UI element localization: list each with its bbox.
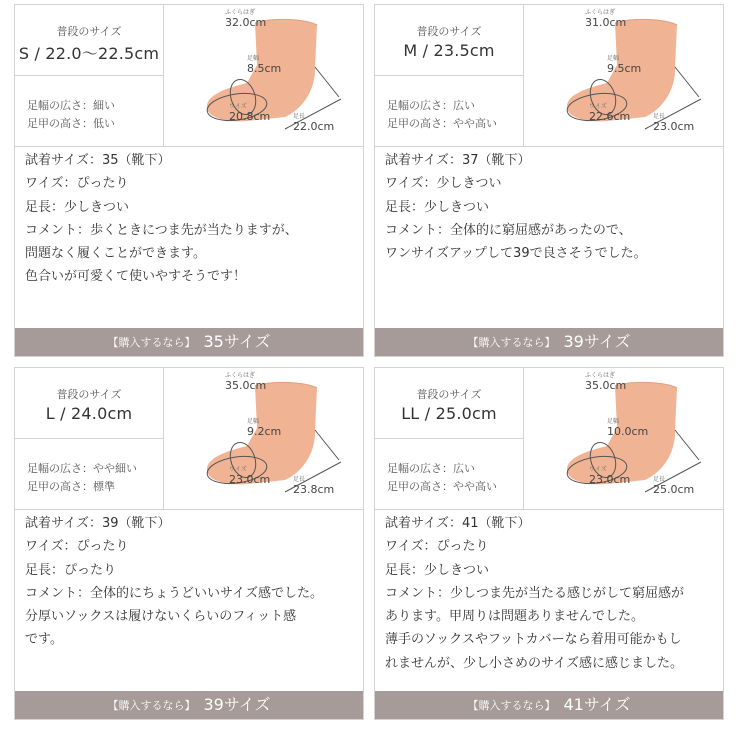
card-header [15, 368, 363, 510]
foot-measurement-diagram [165, 5, 363, 146]
usual-size-caption: 普段のサイズ [416, 388, 482, 401]
review-line: 試着サイズ：35（靴下） [25, 153, 171, 168]
foot-width-feature: 足幅の広さ：広い [387, 99, 475, 112]
review-line: 足長：少しきつい [385, 199, 490, 215]
calf-measure [585, 372, 626, 392]
ankle-measure [607, 418, 648, 438]
calf-measure [225, 372, 266, 392]
foot-features-box [15, 439, 164, 509]
foot-features-box [375, 76, 524, 146]
review-line: 足長：ぴったり [25, 562, 117, 578]
instep-height-feature: 足甲の高さ：標準 [27, 480, 115, 493]
review-line: れませんが、少し小さめのサイズ感に感じました。 [385, 655, 683, 671]
review-line: ワイズ：ぴったり [25, 176, 129, 192]
calf-label: ふくらはぎ [585, 9, 616, 16]
ankle-value: 9.5cm [607, 62, 642, 75]
recommended-size: 41サイズ [563, 695, 631, 714]
size-review-card [374, 367, 724, 720]
length-measure [653, 476, 694, 496]
width-measure [229, 466, 270, 486]
calf-value: 35.0cm [585, 379, 627, 392]
calf-value: 35.0cm [225, 379, 267, 392]
length-label: 足長 [293, 476, 306, 483]
width-label: ワイズ [589, 103, 607, 110]
width-label: ワイズ [229, 466, 247, 473]
calf-measure [585, 9, 626, 29]
ankle-value: 9.2cm [247, 425, 282, 438]
review-line: コメント：少しつま先が当たる感じがして窮屈感が [385, 585, 685, 601]
foot-width-feature: 足幅の広さ：広い [387, 462, 475, 475]
ankle-label: 足幅 [247, 418, 260, 425]
foot-features-box [375, 439, 524, 509]
ankle-measure [607, 55, 641, 75]
review-line: コメント：全体的に窮屈感があったので、 [385, 222, 632, 238]
recommendation-prefix: 【購入するなら】 [107, 336, 196, 349]
review-line: ワイズ：ぴったり [25, 539, 129, 555]
ankle-value: 8.5cm [247, 62, 282, 75]
usual-size-box [375, 5, 524, 76]
usual-size-value: M / 23.5cm [403, 41, 495, 60]
review-line: 試着サイズ：37（靴下） [385, 153, 531, 168]
review-comment [25, 512, 355, 652]
review-line: コメント：歩くときにつま先が当たりますが、 [25, 222, 298, 238]
width-label: ワイズ [229, 103, 247, 110]
card-header [15, 5, 363, 147]
size-review-card [14, 4, 364, 357]
length-label: 足長 [293, 113, 306, 120]
length-value: 25.0cm [653, 483, 695, 496]
ankle-measure [247, 418, 281, 438]
foot-features-box [15, 76, 164, 146]
usual-size-caption: 普段のサイズ [416, 25, 482, 38]
ankle-label: 足幅 [607, 418, 620, 425]
usual-size-caption: 普段のサイズ [56, 388, 122, 401]
recommendation-prefix: 【購入するなら】 [107, 699, 196, 712]
review-line: ワンサイズアップして39で良さそうでした。 [385, 246, 647, 262]
review-line: 色合いが可愛くて使いやすそうです！ [25, 269, 247, 285]
usual-size-value: LL / 25.0cm [401, 404, 497, 423]
usual-size-value: S / 22.0〜22.5cm [18, 44, 160, 63]
width-value: 23.0cm [229, 473, 271, 486]
size-review-card [14, 367, 364, 720]
ankle-value: 10.0cm [607, 425, 649, 438]
usual-size-box [15, 5, 164, 76]
length-measure [653, 113, 694, 133]
review-line: ワイズ：少しきつい [385, 176, 502, 192]
length-value: 23.8cm [293, 483, 335, 496]
usual-size-value: L / 24.0cm [45, 404, 133, 423]
card-header [375, 368, 723, 510]
review-line: あります。甲周りは問題ありませんでした。 [385, 609, 644, 625]
review-line: 問題なく履くことができます。 [25, 246, 206, 262]
review-comment [385, 149, 715, 265]
review-line: 試着サイズ：41（靴下） [385, 516, 531, 531]
width-value: 20.8cm [229, 110, 271, 123]
recommended-size: 35サイズ [203, 332, 271, 351]
calf-label: ふくらはぎ [225, 9, 256, 16]
card-header [375, 5, 723, 147]
recommended-size: 39サイズ [563, 332, 631, 351]
usual-size-caption: 普段のサイズ [56, 25, 122, 38]
foot-width-feature: 足幅の広さ：細い [27, 99, 115, 112]
instep-height-feature: 足甲の高さ：やや高い [387, 117, 497, 130]
width-value: 22.6cm [589, 110, 631, 123]
recommendation-prefix: 【購入するなら】 [467, 699, 556, 712]
review-line: 分厚いソックスは履けないくらいのフィット感 [25, 609, 297, 625]
review-line: コメント：全体的にちょうどいいサイズ感でした。 [25, 585, 323, 601]
review-line: 足長：少しきつい [25, 199, 130, 215]
foot-measurement-diagram [525, 5, 723, 146]
length-label: 足長 [653, 113, 666, 120]
length-value: 23.0cm [653, 120, 695, 133]
instep-height-feature: 足甲の高さ：やや高い [387, 480, 497, 493]
recommendation-prefix: 【購入するなら】 [467, 336, 556, 349]
review-line: 足長：少しきつい [385, 562, 490, 578]
recommended-size-bar [375, 691, 723, 719]
length-value: 22.0cm [293, 120, 335, 133]
recommended-size-bar [15, 691, 363, 719]
width-measure [229, 103, 270, 123]
review-line: 薄手のソックスやフットカバーなら着用可能かもし [385, 632, 682, 648]
usual-size-box [15, 368, 164, 439]
review-line: 試着サイズ：39（靴下） [25, 516, 171, 531]
calf-value: 31.0cm [585, 16, 627, 29]
length-measure [293, 113, 334, 133]
review-comment [385, 512, 715, 675]
ankle-label: 足幅 [607, 55, 620, 62]
review-line: ワイズ：ぴったり [385, 539, 489, 555]
width-measure [589, 103, 630, 123]
foot-width-feature: 足幅の広さ：やや細い [27, 462, 137, 475]
calf-measure [225, 9, 266, 29]
foot-measurement-diagram [525, 368, 723, 509]
width-value: 23.0cm [589, 473, 631, 486]
calf-label: ふくらはぎ [225, 372, 256, 379]
width-measure [589, 466, 630, 486]
length-label: 足長 [653, 476, 666, 483]
recommended-size-bar [375, 328, 723, 356]
ankle-measure [247, 55, 281, 75]
foot-measurement-diagram [165, 368, 363, 509]
review-line: です。 [25, 632, 63, 648]
instep-height-feature: 足甲の高さ：低い [27, 117, 115, 130]
calf-value: 32.0cm [225, 16, 267, 29]
recommended-size-bar [15, 328, 363, 356]
review-comment [25, 149, 355, 289]
width-label: ワイズ [589, 466, 607, 473]
usual-size-box [375, 368, 524, 439]
calf-label: ふくらはぎ [585, 372, 616, 379]
recommended-size: 39サイズ [203, 695, 271, 714]
ankle-label: 足幅 [247, 55, 260, 62]
length-measure [293, 476, 334, 496]
size-review-card [374, 4, 724, 357]
